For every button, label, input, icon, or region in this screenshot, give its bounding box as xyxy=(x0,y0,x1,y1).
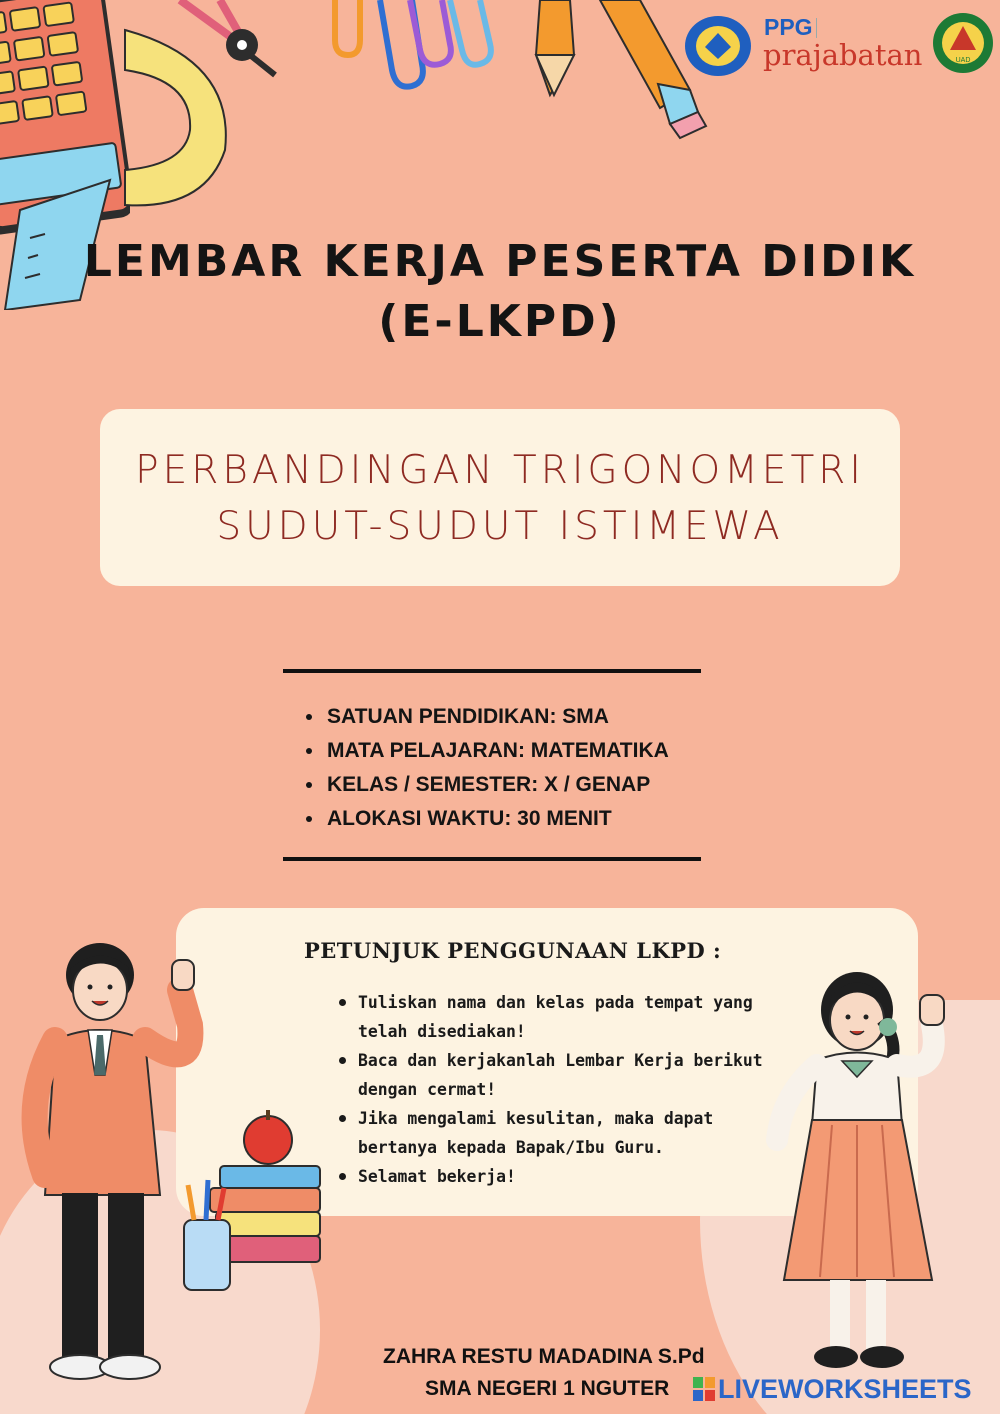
topic-line-2: SUDUT-SUDUT ISTIMEWA xyxy=(216,504,784,549)
divider-top xyxy=(283,669,701,673)
paperclips-icon xyxy=(320,0,500,110)
topic-box xyxy=(100,409,900,586)
school-name: SMA NEGERI 1 NGUTER xyxy=(425,1377,670,1400)
instruction-item: Baca dan kerjakanlah Lembar Kerja berikut dengan cermat! xyxy=(338,1046,778,1104)
info-item: ALOKASI WAKTU: 30 MENIT xyxy=(300,802,669,836)
title-line-2: (E-LKPD) xyxy=(378,296,622,347)
instructions-title: PETUNJUK PENGGUNAAN LKPD : xyxy=(304,938,722,963)
liveworksheets-logo xyxy=(692,1374,972,1404)
prajabatan-logo-text: prajabatan xyxy=(763,38,923,72)
tut-wuri-handayani-logo xyxy=(683,15,753,77)
ppg-logo-text: PPG xyxy=(764,14,813,40)
instruction-item: Selamat bekerja! xyxy=(338,1162,778,1191)
info-item: MATA PELAJARAN: MATEMATIKA xyxy=(300,734,669,768)
instructions-list xyxy=(338,988,778,1191)
compass-icon xyxy=(150,0,280,90)
topic-line-1: PERBANDINGAN TRIGONOMETRI xyxy=(135,448,865,493)
info-item: SATUAN PENDIDIKAN: SMA xyxy=(300,700,669,734)
info-item: KELAS / SEMESTER: X / GENAP xyxy=(300,768,669,802)
divider-bottom xyxy=(283,857,701,861)
logo-divider xyxy=(816,18,817,38)
info-list xyxy=(300,700,669,836)
liveworksheets-wordmark: LIVEWORKSHEETS xyxy=(718,1373,972,1404)
instruction-item: Tuliskan nama dan kelas pada tempat yang telah disediakan! xyxy=(338,988,778,1046)
girl-student-illustration xyxy=(762,965,962,1385)
books-apple-illustration xyxy=(180,1110,325,1295)
page-title xyxy=(0,232,1000,352)
seal-text: UAD xyxy=(955,57,971,64)
title-line-1: LEMBAR KERJA PESERTA DIDIK xyxy=(83,236,917,287)
liveworksheets-badge-icon xyxy=(692,1376,716,1402)
university-seal-logo xyxy=(932,12,994,74)
instruction-item: Jika mengalami kesulitan, maka dapat bertanya kepada Bapak/Ibu Guru. xyxy=(338,1104,778,1162)
author-name: ZAHRA RESTU MADADINA S.Pd xyxy=(383,1345,705,1368)
